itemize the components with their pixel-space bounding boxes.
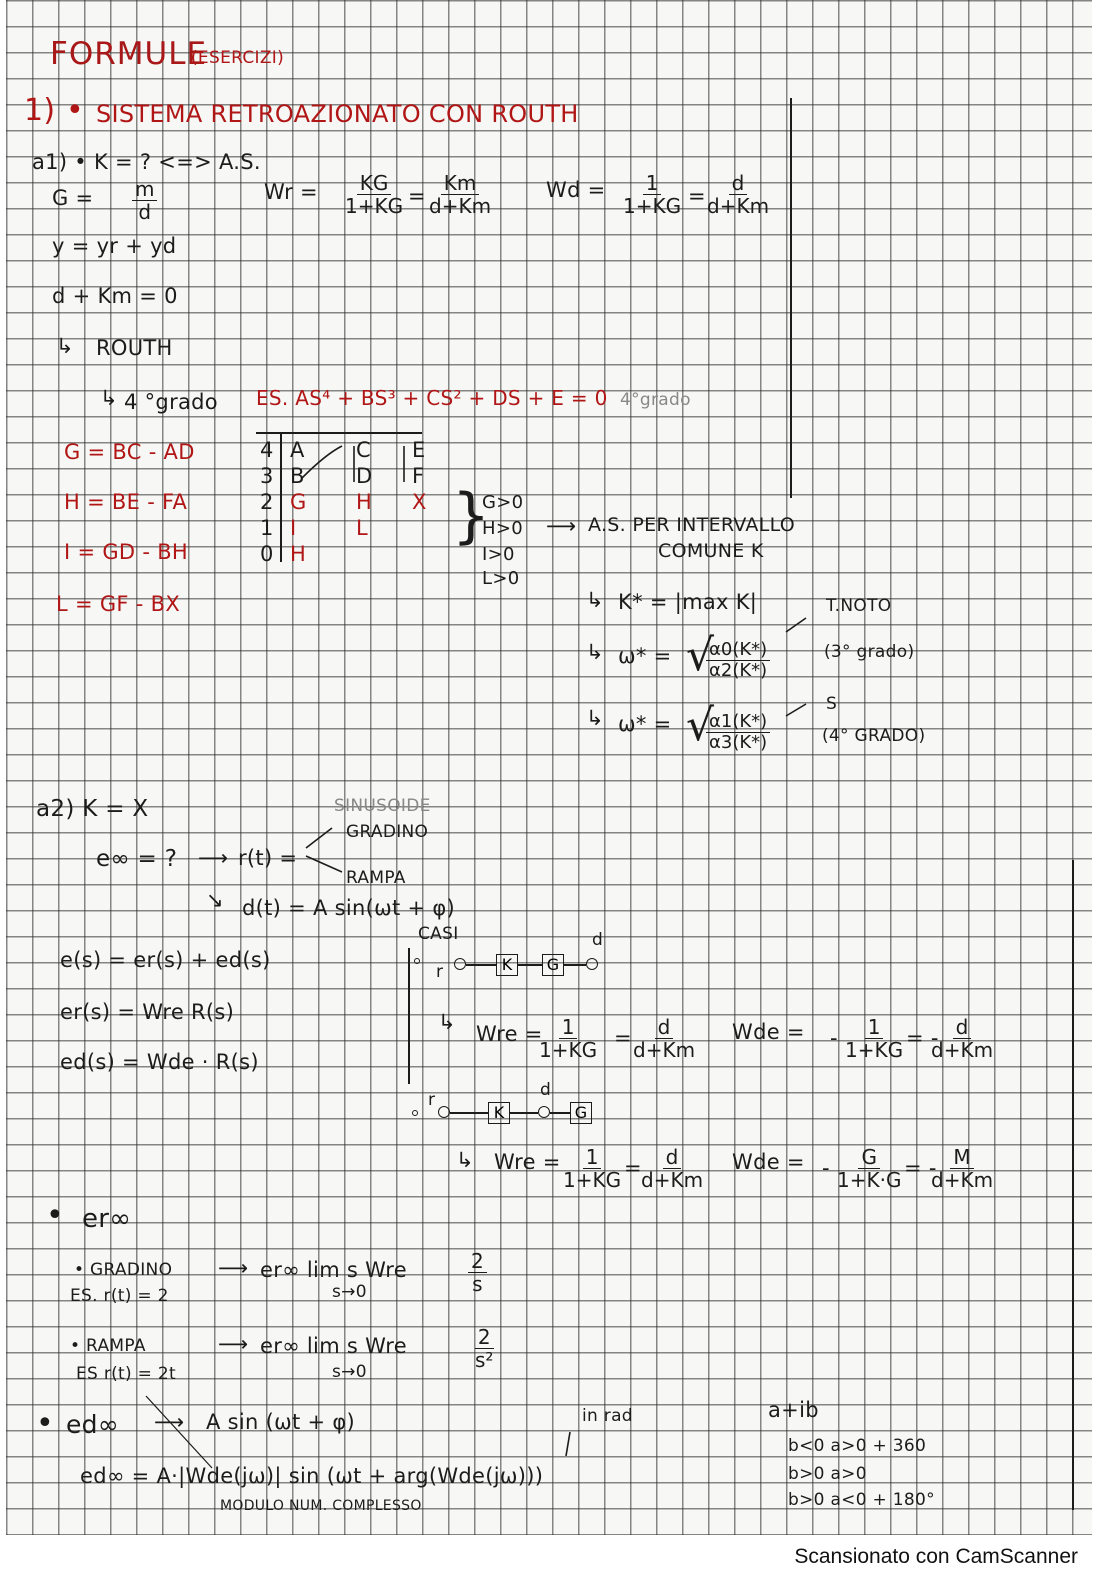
wr-fraction-1: $\frac{KG}{1+KG}$ (345, 171, 404, 218)
a2-label: a2) K = X (36, 796, 149, 822)
rampa-limit-sub: s→0 (332, 1362, 367, 1382)
block-g: G (570, 1102, 592, 1124)
equals: = (614, 1026, 632, 1050)
e-s-equation: e(s) = er(s) + ed(s) (60, 948, 271, 972)
omega-2-fraction: $\frac{\alpha 1(K*)}{\alpha 3(K*)}$ (706, 712, 770, 753)
watermark-text: Scansionato con CamScanner (794, 1545, 1078, 1568)
block-k: K (488, 1102, 510, 1124)
table-header-line (256, 432, 422, 434)
sqrt-icon: √ (686, 630, 715, 681)
arrow-icon: ↘ (206, 888, 224, 912)
section-heading: SISTEMA RETROAZIONATO CON ROUTH (96, 100, 579, 128)
annotation-arrows (6, 0, 1092, 1535)
table-cell: F (412, 464, 425, 488)
equals: = (408, 184, 426, 208)
arrow-icon: ⟶ (198, 846, 229, 870)
input-node (414, 958, 420, 964)
condition: H>0 (482, 518, 523, 539)
gradino-limit: er∞ lim s Wre (260, 1258, 407, 1282)
ed-s-equation: ed(s) = Wde · R(s) (60, 1050, 259, 1074)
rt-label: r(t) = (238, 846, 298, 870)
title-note: (ESERCIZI) (191, 48, 285, 68)
routh-formula: G = BC - AD (64, 440, 195, 464)
omega-2: ω* = (618, 712, 672, 736)
table-cell: D (356, 464, 373, 488)
routh-formula: I = GD - BH (64, 540, 189, 564)
table-cell: H (356, 490, 373, 514)
wr-label: Wr = (264, 180, 318, 204)
gradino-case: • GRADINO (74, 1260, 173, 1280)
equals: = (624, 1156, 642, 1180)
modulo-note: MODULO NUM. COMPLESSO (220, 1498, 422, 1514)
table-cell: L (356, 516, 368, 540)
routh-formula: L = GF - BX (56, 592, 181, 616)
rampa-limit: er∞ lim s Wre (260, 1334, 407, 1358)
er-s-equation: er(s) = Wre R(s) (60, 1000, 235, 1024)
wd-fraction-2: $\frac{d}{d+Km}$ (707, 171, 770, 218)
wd-label: Wd = (546, 178, 606, 202)
arrow-icon: ↳ (100, 386, 118, 410)
bullet-dot: • (66, 93, 84, 128)
sum-node (538, 1106, 550, 1118)
divider-line (790, 98, 792, 498)
tnoto-note: T.NOTO (826, 596, 892, 616)
omega-1-fraction: $\frac{\alpha 0(K*)}{\alpha 2(K*)}$ (706, 640, 770, 681)
sinusoide-label: SINUSOIDE (334, 796, 431, 816)
kstar: K* = |max K| (618, 590, 758, 614)
page-title: FORMULE (50, 36, 208, 72)
omega-1: ω* = (618, 644, 672, 668)
case1-wde-fraction-1: $\frac{1}{1+KG}$ (845, 1015, 904, 1062)
wr-fraction-2: $\frac{Km}{d+Km}$ (429, 171, 492, 218)
routh-example: ES. AS⁴ + BS³ + CS² + DS + E = 0 (256, 386, 608, 410)
rampa-fraction: $\frac{2}{\text{s²}}$ (475, 1325, 494, 1372)
minus: - (822, 1156, 830, 1180)
case2-wre-fraction-2: $\frac{d}{d+Km}$ (641, 1145, 704, 1192)
case2-wde-fraction-2: $\frac{M}{d+Km}$ (931, 1145, 994, 1192)
ed-formula: ed∞ = A·|Wde(jω)| sin (ωt + arg(Wde(jω))) (80, 1464, 544, 1488)
signal-line (510, 1112, 538, 1114)
rampa-case: • RAMPA (70, 1336, 146, 1356)
equals-minus: = - (904, 1156, 937, 1180)
arrow-icon: ⟶ (546, 514, 577, 538)
as-text-2: COMUNE K (658, 540, 764, 562)
table-cell: B (290, 464, 305, 488)
omega-2-grade: (4° GRADO) (822, 726, 926, 746)
complex-label: a+ib (768, 1398, 819, 1422)
block-g: G (542, 954, 564, 976)
table-cell: I (290, 516, 297, 540)
table-cell: A (290, 438, 305, 462)
signal-line (518, 964, 542, 966)
signal-line (564, 964, 586, 966)
condition: G>0 (482, 492, 524, 513)
complex-row: b<0 a>0 + 360 (788, 1436, 927, 1456)
notebook-page (6, 0, 1092, 1535)
block-k: K (496, 954, 518, 976)
gradino-fraction: $\frac{2}{s}$ (468, 1250, 487, 1295)
arrow-icon: ↳ (586, 706, 604, 730)
table-cell: C (356, 438, 371, 462)
table-cell: 4 (260, 438, 274, 462)
g-def: G = (52, 186, 94, 210)
arrow-icon: ↳ (586, 588, 604, 612)
einf-question: e∞ = ? (96, 846, 178, 872)
g-fraction: $\frac{m}{d}$ (132, 178, 157, 223)
as-text: A.S. PER INTERVALLO (588, 514, 796, 536)
table-cell: 2 (260, 490, 274, 514)
arrow-icon: ⟶ (218, 1256, 249, 1280)
gradino-example: ES. r(t) = 2 (70, 1286, 169, 1306)
table-divider (280, 432, 282, 562)
case1-wde: Wde = (732, 1020, 805, 1044)
arrow-icon: ⟶ (218, 1332, 249, 1356)
table-cell: 0 (260, 542, 274, 566)
right-margin-line (1072, 860, 1074, 1510)
case2-wre-fraction-1: $\frac{1}{1+KG}$ (563, 1145, 622, 1192)
a1-label: a1) • K = ? <=> A.S. (32, 150, 261, 174)
equals-minus: = - (906, 1026, 939, 1050)
block-d-label: d (592, 930, 604, 950)
case1-wre: Wre = (476, 1022, 543, 1046)
arrow-icon: ↳ (586, 640, 604, 664)
condition: I>0 (482, 544, 515, 565)
sum-node (586, 958, 598, 970)
signal-line (466, 964, 496, 966)
arrow-icon: ↳ (456, 1148, 474, 1172)
grado-label: 4 °grado (124, 390, 218, 414)
condition: L>0 (482, 568, 520, 589)
arrow-icon: ↳ (56, 334, 74, 358)
minus: - (830, 1026, 838, 1050)
signal-line (550, 1112, 570, 1114)
case1-wde-fraction-2: $\frac{d}{d+Km}$ (931, 1015, 994, 1062)
sum-node (438, 1106, 450, 1118)
routh-label: ROUTH (96, 336, 173, 360)
wd-fraction-1: $\frac{1}{1+KG}$ (623, 171, 682, 218)
bullet-dot: • (36, 1406, 54, 1441)
equals: = (688, 184, 706, 208)
routh-formula: H = BE - FA (64, 490, 188, 514)
table-cell: H (290, 542, 307, 566)
casi-label: CASI (418, 924, 459, 944)
complex-row: b>0 a>0 (788, 1464, 867, 1484)
dt-label: d(t) = A sin(ωt + φ) (242, 896, 456, 920)
case1-wre-fraction-2: $\frac{d}{d+Km}$ (633, 1015, 696, 1062)
arrow-icon: ↳ (438, 1010, 456, 1034)
table-cell: X (412, 490, 427, 514)
case2-wde: Wde = (732, 1150, 805, 1174)
table-cell: G (290, 490, 307, 514)
block-d-label: d (540, 1080, 552, 1100)
omega-1-grade: (3° grado) (824, 642, 915, 662)
in-rad-note: in rad (582, 1406, 633, 1426)
gradino-label: GRADINO (346, 822, 429, 842)
sum-node (454, 958, 466, 970)
brace-icon: } (452, 481, 491, 551)
y-equation: y = yr + yd (52, 234, 177, 258)
block-r-label: r (428, 1090, 436, 1110)
table-cell: 1 (260, 516, 274, 540)
rampa-example: ES r(t) = 2t (76, 1364, 176, 1384)
cases-divider (408, 948, 410, 1084)
er-inf-label: er∞ (82, 1204, 132, 1234)
gradino-limit-sub: s→0 (332, 1282, 367, 1302)
rampa-label: RAMPA (346, 868, 406, 888)
case2-wre: Wre = (494, 1150, 561, 1174)
sqrt-icon: √ (686, 700, 715, 751)
section-number: 1) (24, 93, 56, 128)
signal-line (450, 1112, 488, 1114)
block-r-label: r (436, 962, 444, 982)
char-equation: d + Km = 0 (52, 284, 178, 308)
case2-wde-fraction-1: $\frac{G}{1+K\cdot G}$ (837, 1145, 902, 1192)
ed-inf-label: ed∞ (66, 1410, 119, 1439)
arrow-icon: ⟶ (154, 1410, 185, 1434)
table-cell: E (412, 438, 426, 462)
scanner-watermark (0, 1535, 1116, 1579)
table-cell: 3 (260, 464, 274, 488)
complex-row: b>0 a<0 + 180° (788, 1490, 935, 1510)
example-note: 4°grado (620, 390, 691, 410)
bullet-dot: • (46, 1198, 64, 1233)
case1-wre-fraction-1: $\frac{1}{1+KG}$ (539, 1015, 598, 1062)
s-note: S (826, 694, 838, 714)
ed-sin: A sin (ωt + φ) (206, 1410, 356, 1434)
input-node (412, 1110, 418, 1116)
